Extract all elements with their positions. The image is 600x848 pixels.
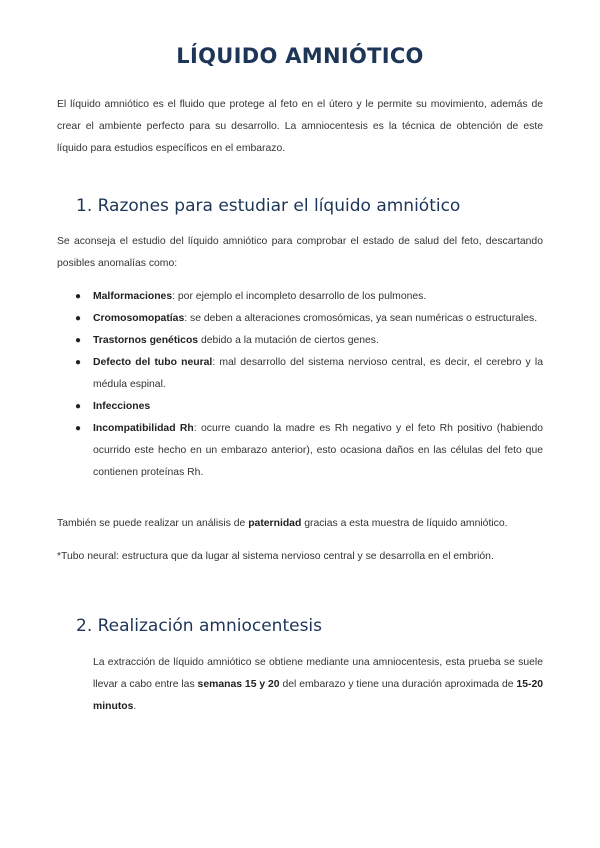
duration-term: 15-20 minutos <box>93 679 543 712</box>
list-item-text: : se deben a alteraciones cromosómicas, ya sean numéricas o estructurales. <box>184 313 538 324</box>
bullet-icon: ● <box>75 423 82 434</box>
weeks-term: semanas 15 y 20 <box>197 679 280 690</box>
anomalies-list <box>57 286 543 484</box>
section1-lead: Se aconseja el estudio del líquido amniótico para comprobar el estado de salud del feto, descartando posibles anomalías como: <box>57 236 543 269</box>
section2-heading: 2. Realización amniocentesis <box>76 616 323 636</box>
bullet-icon: ● <box>75 335 82 346</box>
paternity-term: paternidad <box>248 518 302 529</box>
list-item <box>57 352 543 396</box>
paternity-text-before: También se puede realizar un análisis de <box>57 518 249 529</box>
page-title: LÍQUIDO AMNIÓTICO <box>176 44 424 68</box>
list-item-term: Incompatibilidad Rh <box>93 423 194 434</box>
intro-paragraph: El líquido amniótico es el fluido que protege al feto en el útero y le permite su movimiento, además de crear el ambiente perfecto para su desarrollo. La amniocentesis es la técnica de obtención de este líquido para estudios específicos en el embarazo. <box>57 99 543 154</box>
footnote: *Tubo neural: estructura que da lugar al sistema nervioso central y se desarrolla en el embrión. <box>57 551 494 562</box>
list-item-term: Infecciones <box>93 401 151 412</box>
list-item-text: : por ejemplo el incompleto desarrollo de los pulmones. <box>172 291 427 302</box>
list-item-text: debido a la mutación de ciertos genes. <box>198 335 379 346</box>
bullet-icon: ● <box>75 401 82 412</box>
list-item-term: Cromosomopatías <box>93 313 185 324</box>
list-item <box>57 308 543 330</box>
paternity-paragraph <box>57 513 543 535</box>
list-item <box>57 330 543 352</box>
list-item-term: Malformaciones <box>93 291 173 302</box>
list-item <box>57 286 543 308</box>
list-item-text: : ocurre cuando la madre es Rh negativo y el feto Rh positivo (habiendo ocurrido este hecho en un embarazo anterior), esto ocasiona daños en las células del feto que contienen proteínas Rh. <box>93 423 543 478</box>
section2-text-3: . <box>133 701 137 712</box>
section2-text-1: La extracción de líquido amniótico se obtiene mediante una amniocentesis, esta prueba se suele llevar a cabo entre las <box>93 657 543 690</box>
bullet-icon: ● <box>75 357 82 368</box>
section2-paragraph <box>93 652 543 718</box>
bullet-icon: ● <box>75 313 82 324</box>
list-item-text: : mal desarrollo del sistema nervioso central, es decir, el cerebro y la médula espinal. <box>93 357 543 390</box>
section2-text-2: del embarazo y tiene una duración aproximada de <box>279 679 517 690</box>
list-item-term: Defecto del tubo neural <box>93 357 213 368</box>
list-item <box>57 396 543 418</box>
list-item <box>57 418 543 484</box>
section1-heading: 1. Razones para estudiar el líquido amniótico <box>76 196 461 216</box>
paternity-text-after: gracias a esta muestra de líquido amniótico. <box>301 518 508 529</box>
list-item-term: Trastornos genéticos <box>93 335 199 346</box>
bullet-icon: ● <box>75 291 82 302</box>
